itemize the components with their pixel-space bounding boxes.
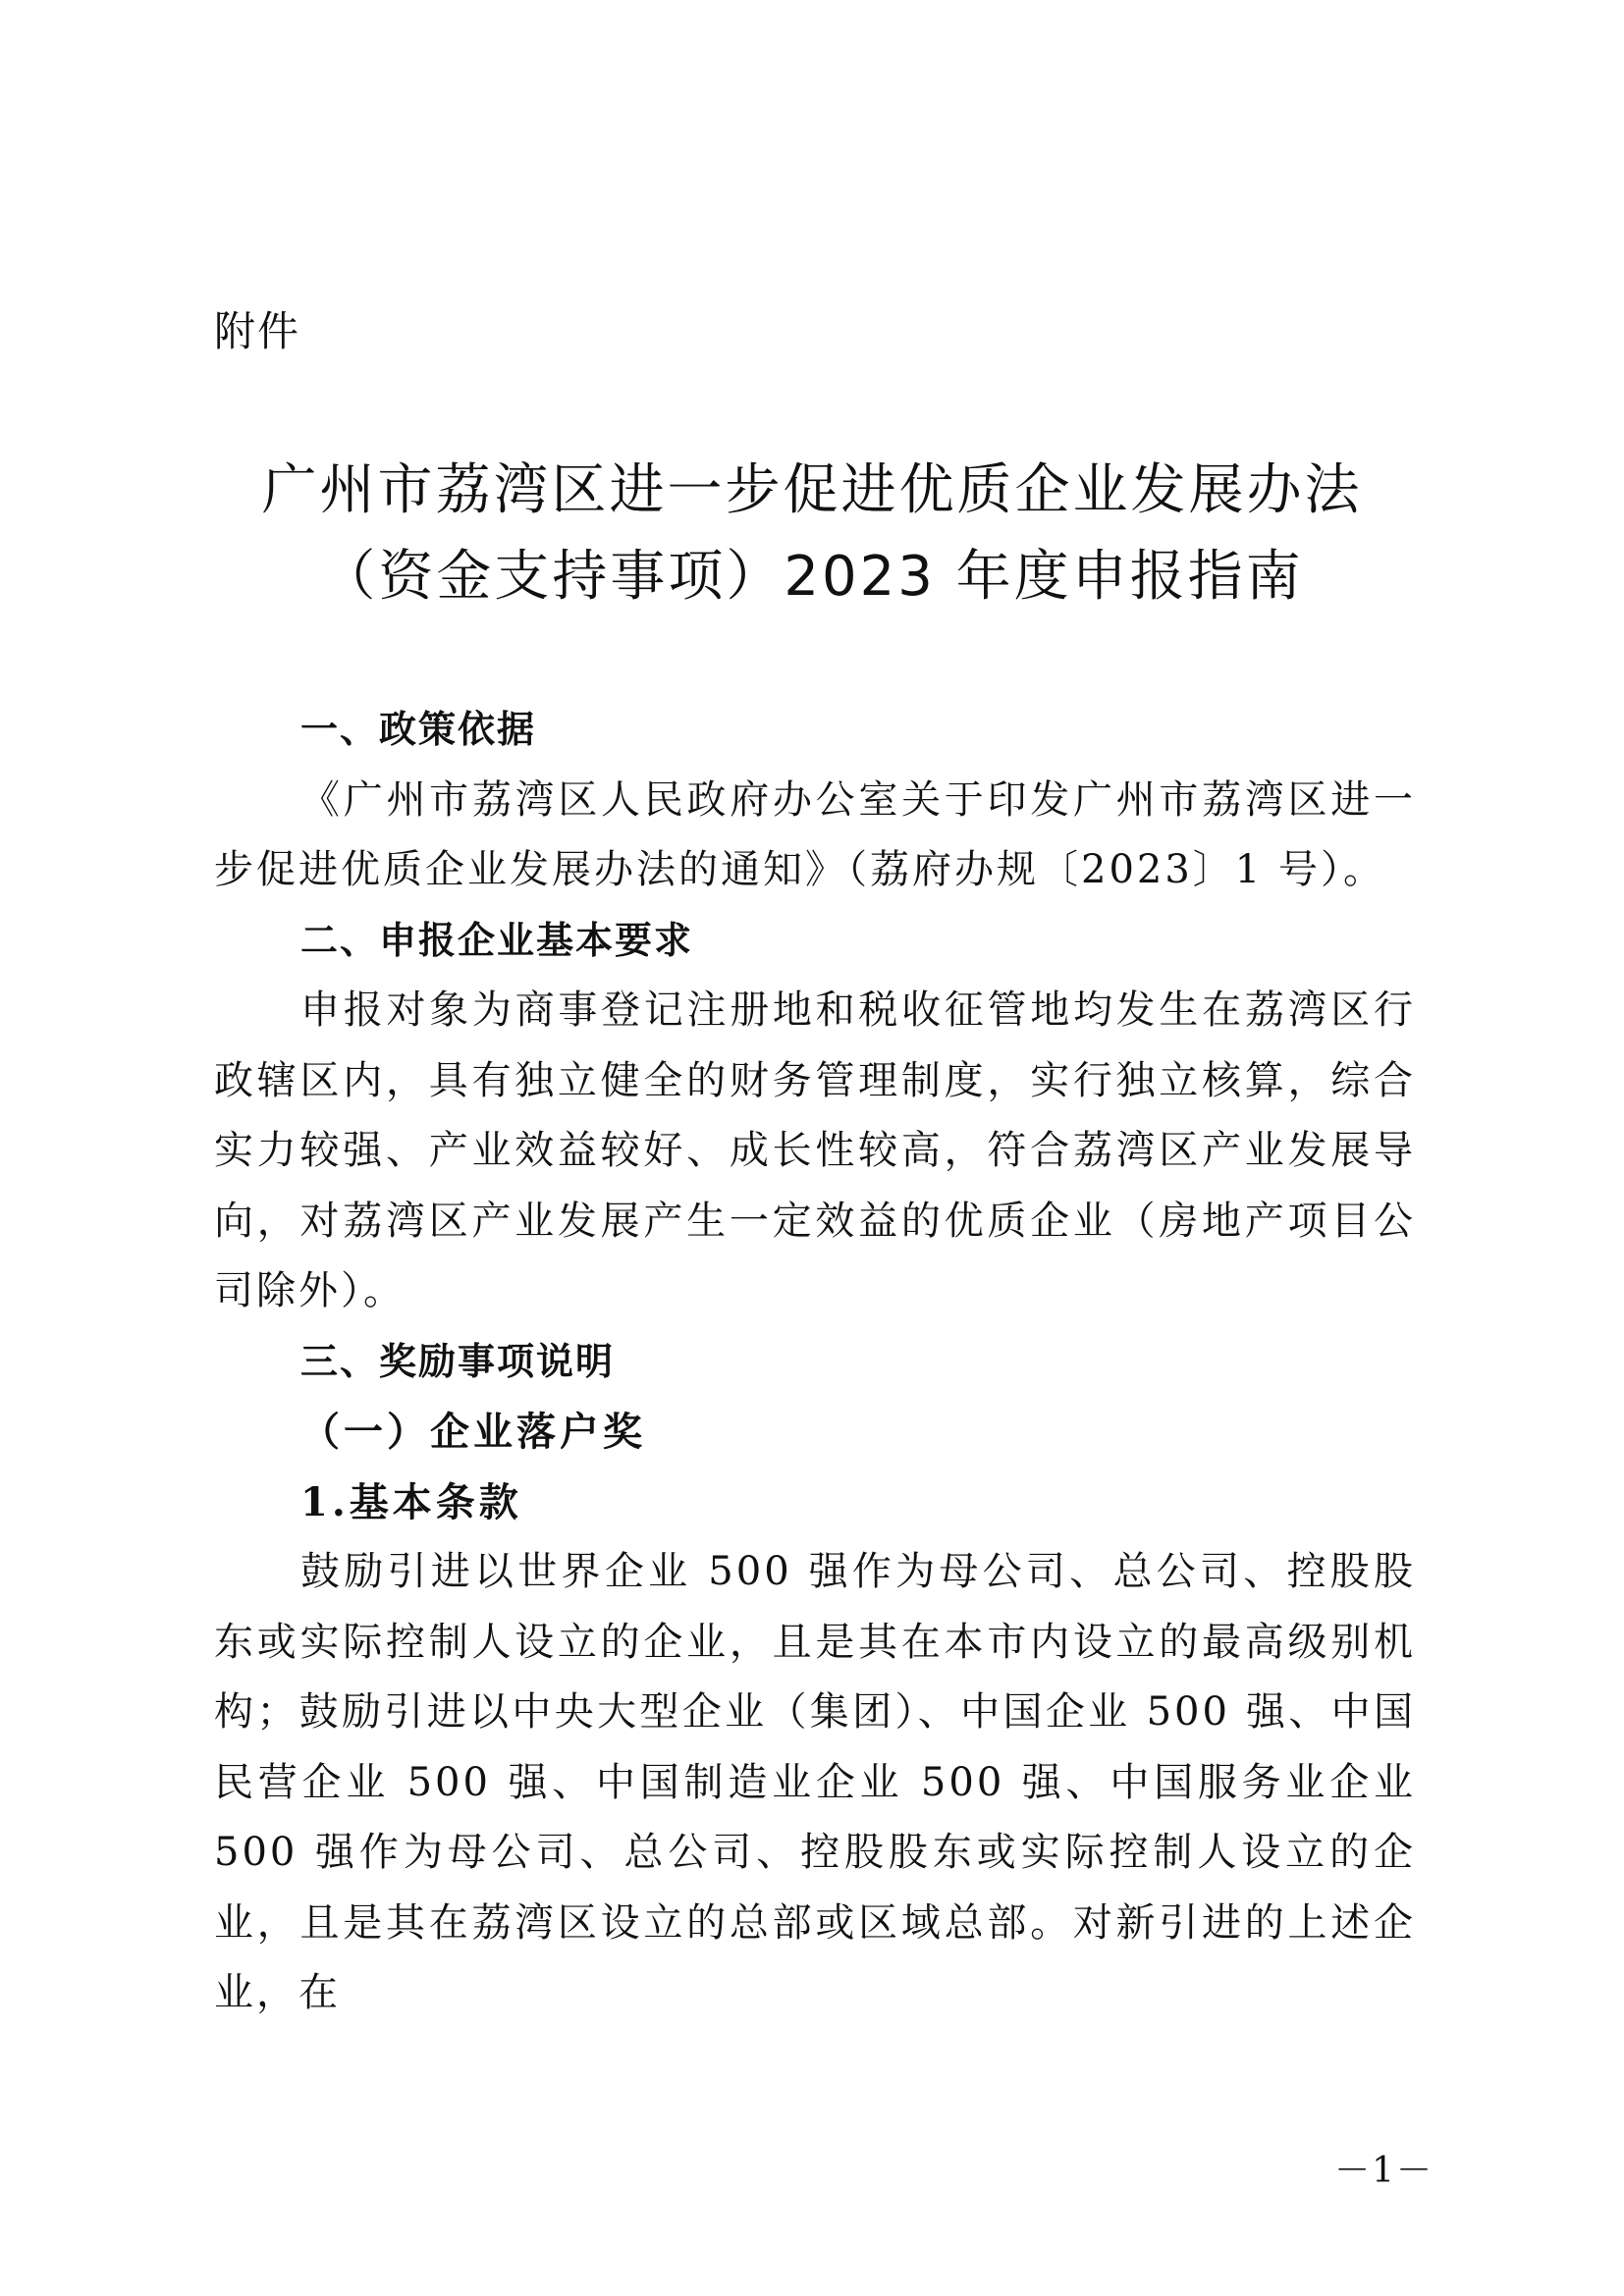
subheading-basic-terms: 1.基本条款 [300, 1478, 522, 1525]
document-body [214, 695, 1416, 2029]
section-heading-policy-basis: 一、政策依据 [300, 708, 537, 751]
attachment-label: 附件 [214, 307, 301, 355]
paragraph-basic-requirements: 申报对象为商事登记注册地和税收征管地均发生在荔湾区行政辖区内，具有独立健全的财务管理制度，实行独立核算，综合实力较强、产业效益较好、成长性较高，符合荔湾区产业发展导向，对荔湾区产业发展产生一定效益的优质企业（房地产项目公司除外）。 [214, 988, 1416, 1313]
section-heading-basic-requirements: 二、申报企业基本要求 [300, 918, 694, 962]
section-heading-reward-items: 三、奖励事项说明 [300, 1339, 616, 1383]
document-title-line-2: （资金支持事项）2023 年度申报指南 [320, 545, 1304, 609]
paragraph-basic-terms: 鼓励引进以世界企业 500 强作为母公司、总公司、控股股东或实际控制人设立的企业，且是其在本市内设立的最高级别机构；鼓励引进以中央大型企业（集团）、中国企业 500 强、中国民营企业 500 强、中国制造业企业 500 强、中国服务业企业 500 强作为母公司、总公司、控股股东或实际控制人设立的企业，且是其在荔湾区设立的总部或区域总部。对新引进的上述企业，在 [214, 1549, 1416, 2015]
document-title-line-1: 广州市荔湾区进一步促进优质企业发展办法 [261, 458, 1363, 522]
page-number: －1－ [1334, 2151, 1434, 2191]
subheading-settlement-award: （一）企业落户奖 [300, 1409, 646, 1455]
paragraph-policy-basis: 《广州市荔湾区人民政府办公室关于印发广州市荔湾区进一步促进优质企业发展办法的通知》（荔府办规〔2023〕1 号）。 [214, 776, 1416, 892]
